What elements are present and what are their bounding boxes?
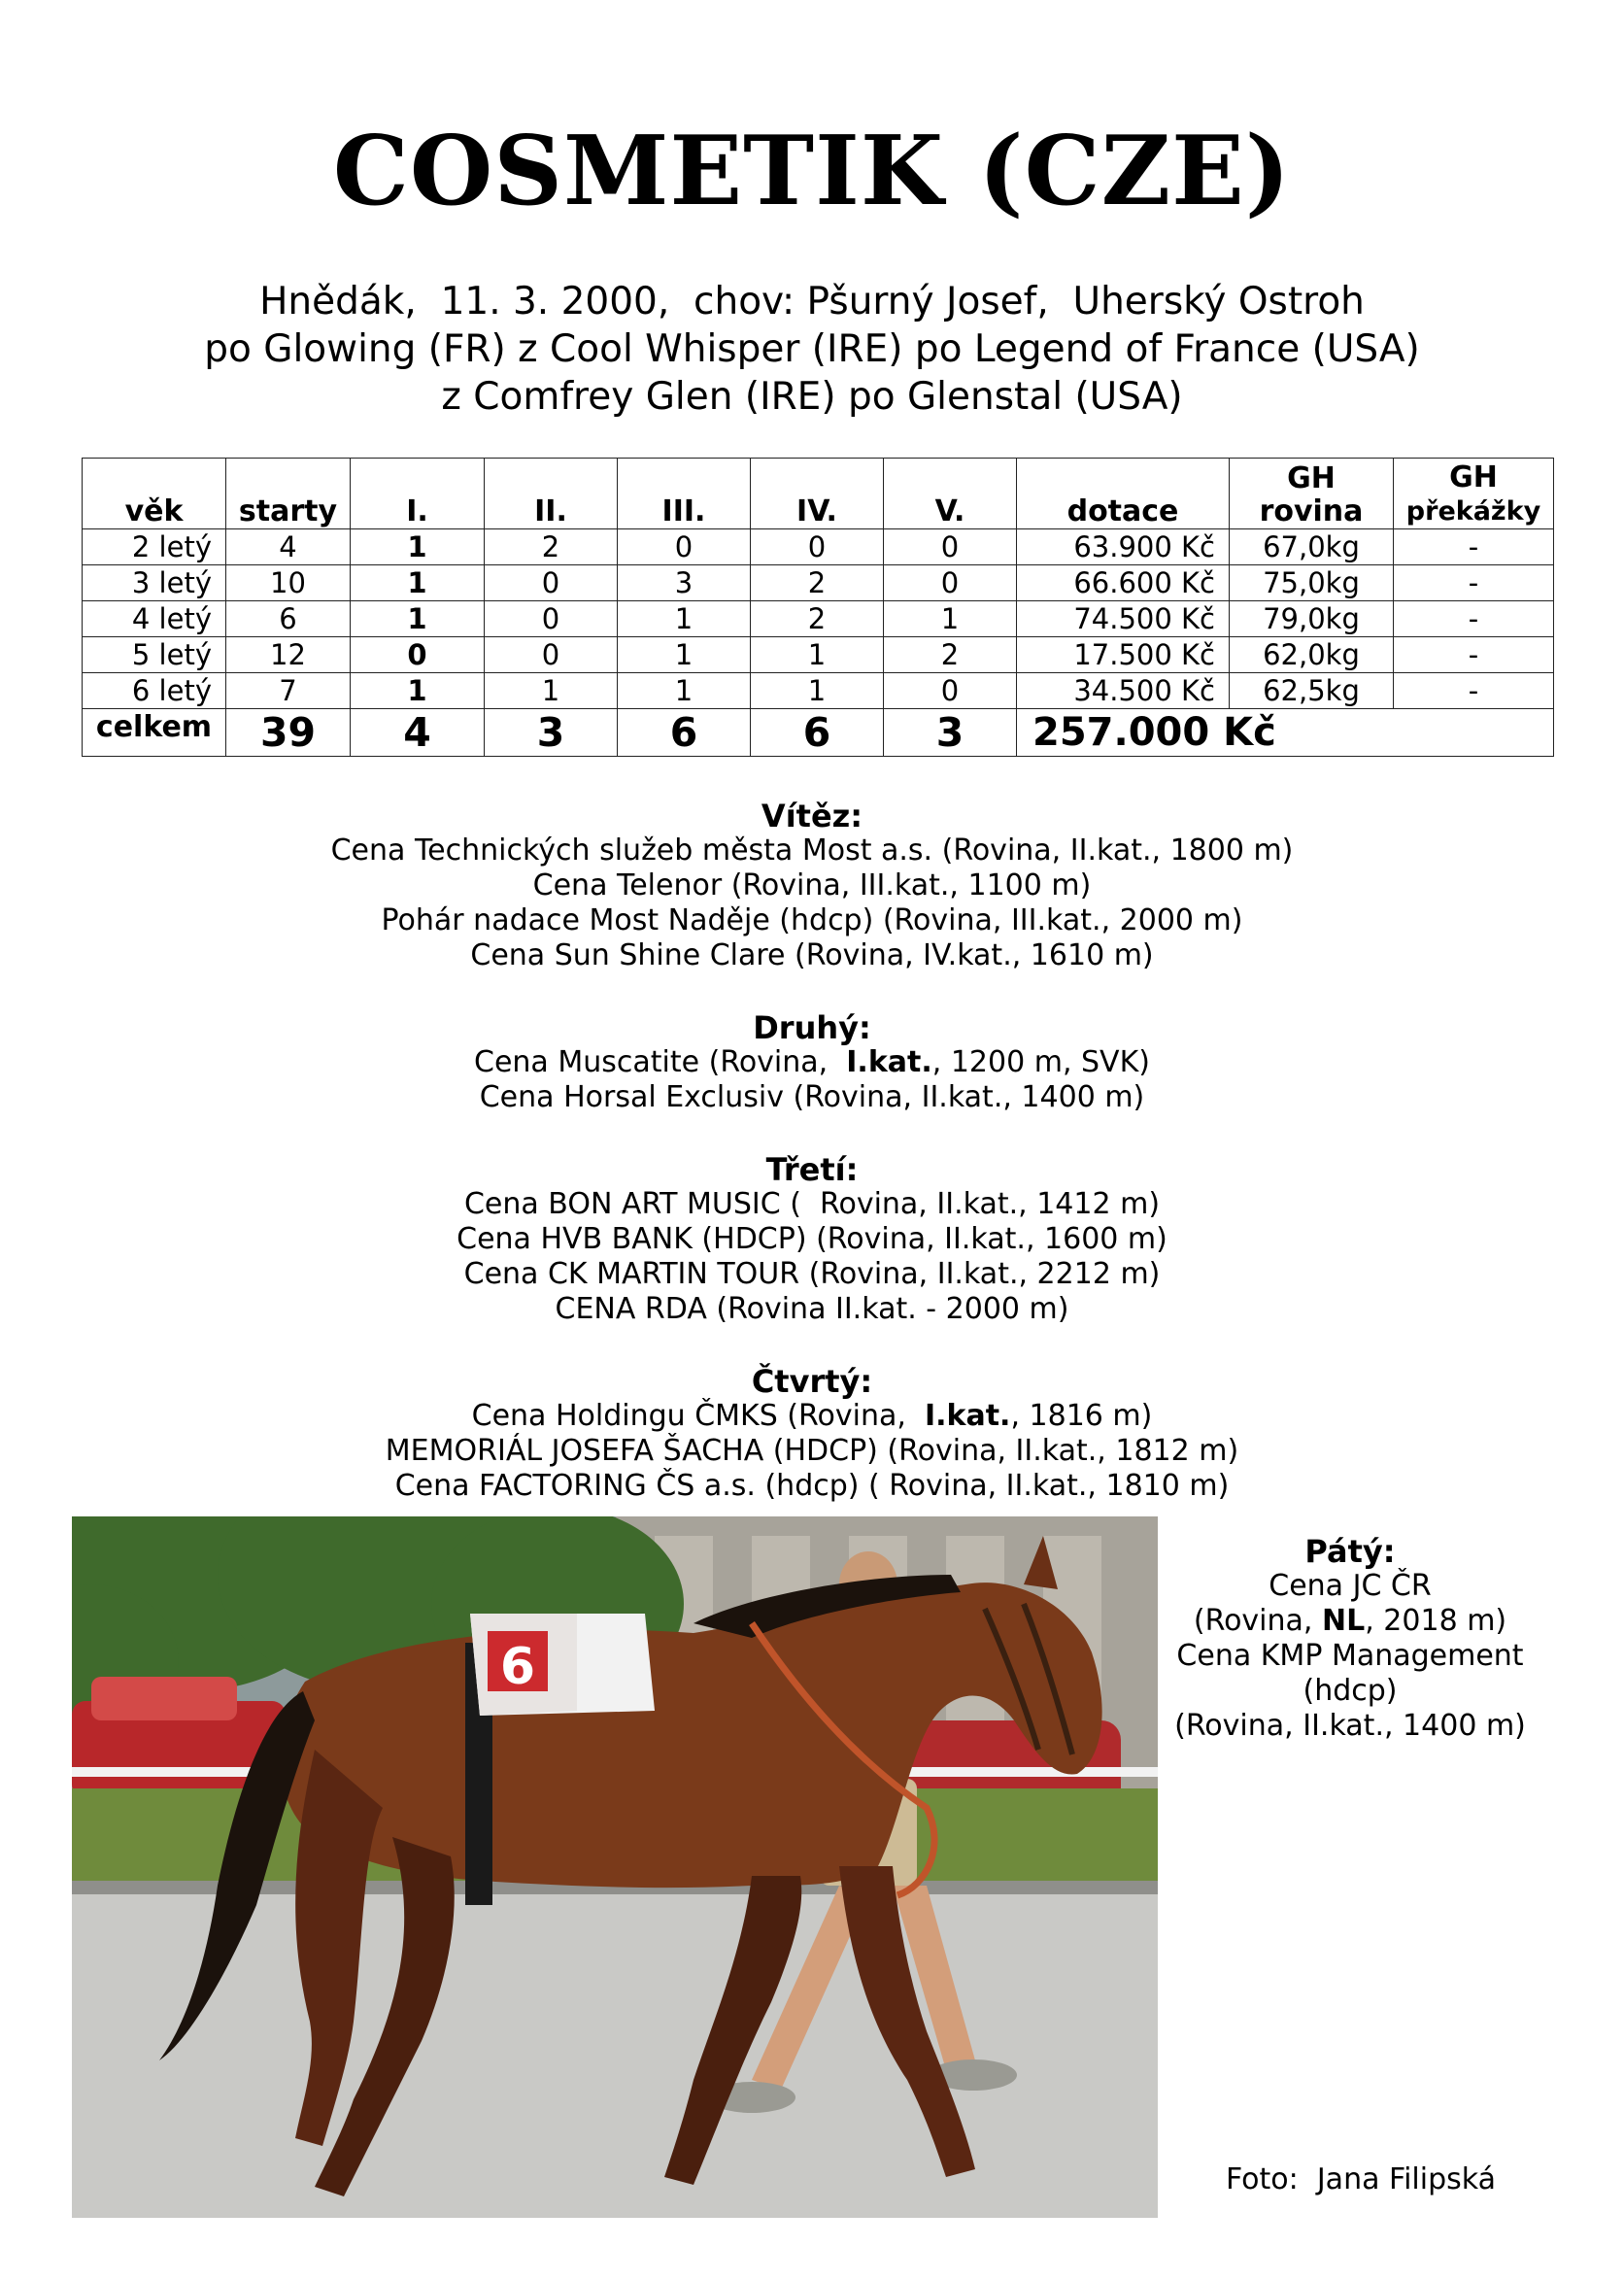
cell-third: 1: [618, 673, 751, 709]
cell-fifth: 0: [884, 529, 1017, 565]
winner-heading: Vítěz:: [761, 798, 863, 834]
cell-prize: 17.500 Kč: [1017, 637, 1230, 673]
cell-third: 0: [618, 529, 751, 565]
cell-fourth: 2: [751, 565, 884, 601]
table-row: [83, 637, 1554, 673]
total-third: 6: [618, 709, 751, 757]
cell-first: 1: [351, 601, 485, 637]
subtitle-line-3: z Comfrey Glen (IRE) po Glenstal (USA): [441, 375, 1183, 419]
table-row: [83, 529, 1554, 565]
cell-prize: 66.600 Kč: [1017, 565, 1230, 601]
fourth-heading: Čtvrtý:: [751, 1363, 873, 1400]
cell-prize: 74.500 Kč: [1017, 601, 1230, 637]
second-race-2: Cena Horsal Exclusiv (Rovina, II.kat., 1400 m): [479, 1080, 1145, 1114]
cell-prize: 63.900 Kč: [1017, 529, 1230, 565]
header-prize: dotace: [1017, 459, 1230, 529]
cell-second: 0: [485, 637, 618, 673]
cell-gh-jump: -: [1394, 601, 1554, 637]
third-race-1: Cena BON ART MUSIC ( Rovina, II.kat., 1412 m): [463, 1187, 1161, 1221]
cell-prize: 34.500 Kč: [1017, 673, 1230, 709]
cell-age: 5 letý: [83, 637, 226, 673]
table-row: [83, 565, 1554, 601]
cell-third: 3: [618, 565, 751, 601]
cell-gh-flat: 79,0kg: [1230, 601, 1394, 637]
page-title: COSMETIK (CZE): [332, 116, 1292, 227]
cell-second: 0: [485, 601, 618, 637]
cell-first: 1: [351, 673, 485, 709]
fourth-place-section: [0, 1364, 1624, 1504]
total-starts: 39: [226, 709, 351, 757]
total-prize: 257.000 Kč: [1017, 709, 1554, 757]
header-gh-jump: GH překážky: [1394, 459, 1554, 529]
race-stats-table: [82, 458, 1554, 757]
photo-credit: Foto: Jana Filipská: [1226, 2162, 1496, 2196]
cell-first: 1: [351, 529, 485, 565]
cell-gh-flat: 67,0kg: [1230, 529, 1394, 565]
cell-fourth: 1: [751, 673, 884, 709]
fourth-race-2: MEMORIÁL JOSEFA ŠACHA (HDCP) (Rovina, II.kat., 1812 m): [385, 1434, 1239, 1468]
header-third: III.: [618, 459, 751, 529]
cell-starts: 4: [226, 529, 351, 565]
cell-fifth: 0: [884, 565, 1017, 601]
cell-second: 0: [485, 565, 618, 601]
cell-second: 2: [485, 529, 618, 565]
fifth-line-1: Cena JC ČR: [1269, 1569, 1432, 1603]
subtitle-line-1: Hnědák, 11. 3. 2000, chov: Pšurný Josef, Uherský Ostroh: [259, 280, 1365, 323]
cell-gh-flat: 62,0kg: [1230, 637, 1394, 673]
cell-gh-jump: -: [1394, 529, 1554, 565]
total-fourth: 6: [751, 709, 884, 757]
table-row: [83, 601, 1554, 637]
cell-age: 2 letý: [83, 529, 226, 565]
cell-gh-flat: 62,5kg: [1230, 673, 1394, 709]
header-second: II.: [485, 459, 618, 529]
cell-first: 0: [351, 637, 485, 673]
fifth-line-5: (Rovina, II.kat., 1400 m): [1174, 1709, 1526, 1743]
fifth-place-section: [1166, 1534, 1535, 1744]
total-fifth: 3: [884, 709, 1017, 757]
fifth-heading: Pátý:: [1304, 1533, 1396, 1570]
horse-photo: [72, 1516, 1158, 2218]
total-second: 3: [485, 709, 618, 757]
winner-race-1: Cena Technických služeb města Most a.s. (Rovina, II.kat., 1800 m): [330, 834, 1294, 868]
table-header-row: [83, 459, 1554, 529]
table-total-row: [83, 709, 1554, 757]
third-heading: Třetí:: [765, 1151, 859, 1188]
subtitle-line-2: po Glowing (FR) z Cool Whisper (IRE) po Legend of France (USA): [204, 327, 1420, 371]
winner-race-4: Cena Sun Shine Clare (Rovina, IV.kat., 1610 m): [470, 938, 1154, 972]
cell-age: 3 letý: [83, 565, 226, 601]
header-fourth: IV.: [751, 459, 884, 529]
cell-age: 4 letý: [83, 601, 226, 637]
third-place-section: [0, 1152, 1624, 1327]
cell-fifth: 1: [884, 601, 1017, 637]
fifth-line-4: (hdcp): [1303, 1674, 1398, 1708]
cell-second: 1: [485, 673, 618, 709]
cell-gh-jump: -: [1394, 565, 1554, 601]
header-fifth: V.: [884, 459, 1017, 529]
second-heading: Druhý:: [753, 1009, 871, 1046]
cell-gh-jump: -: [1394, 637, 1554, 673]
cell-fourth: 1: [751, 637, 884, 673]
cell-starts: 6: [226, 601, 351, 637]
cell-starts: 12: [226, 637, 351, 673]
header-gh-flat: GH rovina: [1230, 459, 1394, 529]
third-race-2: Cena HVB BANK (HDCP) (Rovina, II.kat., 1600 m): [457, 1222, 1167, 1256]
header-starts: starty: [226, 459, 351, 529]
cell-gh-jump: -: [1394, 673, 1554, 709]
cell-first: 1: [351, 565, 485, 601]
cell-fifth: 0: [884, 673, 1017, 709]
total-label: celkem: [83, 709, 226, 757]
fourth-race-1: Cena Holdingu ČMKS (Rovina, I.kat., 1816 m): [471, 1399, 1153, 1433]
cell-starts: 10: [226, 565, 351, 601]
fifth-line-3: Cena KMP Management: [1176, 1639, 1524, 1673]
fifth-line-2: (Rovina, NL, 2018 m): [1193, 1604, 1507, 1638]
third-race-4: CENA RDA (Rovina II.kat. - 2000 m): [555, 1292, 1069, 1326]
cell-fourth: 0: [751, 529, 884, 565]
winner-section: [0, 799, 1624, 973]
cell-fifth: 2: [884, 637, 1017, 673]
winner-race-2: Cena Telenor (Rovina, III.kat., 1100 m): [532, 868, 1092, 902]
total-first: 4: [351, 709, 485, 757]
fourth-race-3: Cena FACTORING ČS a.s. (hdcp) ( Rovina, II.kat., 1810 m): [394, 1469, 1230, 1503]
cell-age: 6 letý: [83, 673, 226, 709]
cell-gh-flat: 75,0kg: [1230, 565, 1394, 601]
winner-race-3: Pohár nadace Most Naděje (hdcp) (Rovina, III.kat., 2000 m): [381, 903, 1243, 937]
cell-third: 1: [618, 601, 751, 637]
second-place-section: [0, 1010, 1624, 1115]
photo-saddle-number: 6: [499, 1638, 536, 1696]
cell-fourth: 2: [751, 601, 884, 637]
header-first: I.: [351, 459, 485, 529]
third-race-3: Cena CK MARTIN TOUR (Rovina, II.kat., 2212 m): [463, 1257, 1161, 1291]
header-age: věk: [83, 459, 226, 529]
cell-starts: 7: [226, 673, 351, 709]
table-row: [83, 673, 1554, 709]
second-race-1: Cena Muscatite (Rovina, I.kat., 1200 m, SVK): [474, 1045, 1150, 1079]
cell-third: 1: [618, 637, 751, 673]
